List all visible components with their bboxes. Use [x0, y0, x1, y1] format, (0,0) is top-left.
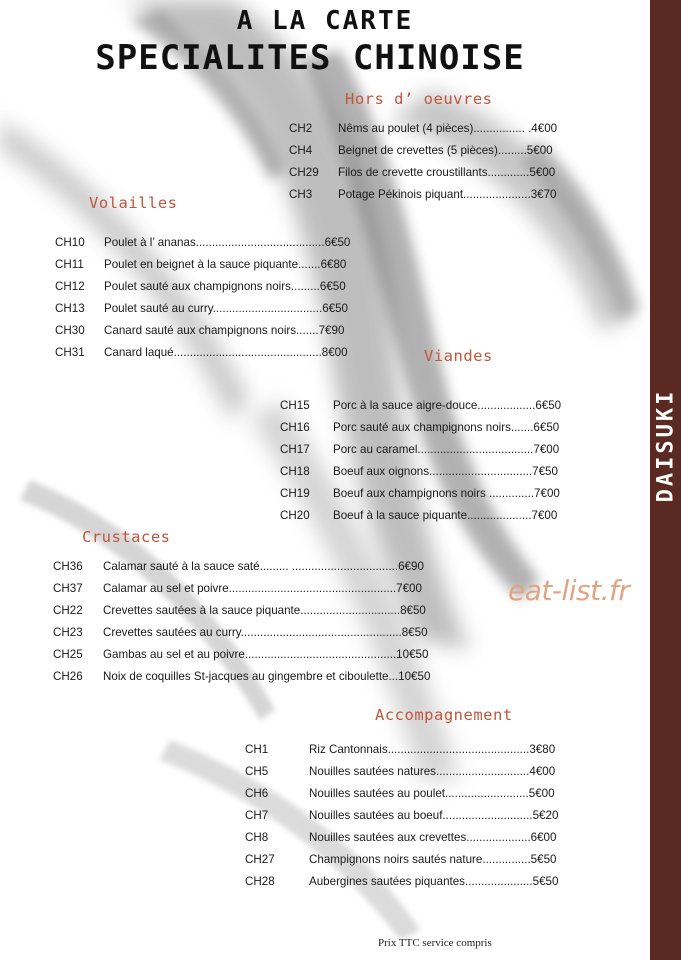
menu-title: SPECIALITES CHINOISE: [95, 38, 525, 78]
brand-label-container: [654, 370, 678, 520]
item-code: CH28: [245, 875, 275, 888]
section-title-crustaces: Crustaces: [82, 528, 171, 546]
item-text: Canard sauté aux champignons noirs.......7€90: [104, 324, 345, 337]
item-code: CH6: [245, 787, 269, 800]
item-code: CH11: [55, 258, 84, 271]
item-code: CH30: [55, 324, 85, 337]
menu-subtitle: A LA CARTE: [236, 6, 414, 36]
item-code: CH10: [55, 236, 85, 249]
item-text: Gambas au sel et au poivre...............................................10€50: [103, 648, 429, 661]
item-code: CH22: [53, 604, 83, 617]
item-text: Boeuf aux oignons................................7€50: [333, 465, 558, 478]
item-text: Nouilles sautées aux crevettes....................6€00: [309, 831, 557, 844]
item-text: Noix de coquilles St-jacques au gingembre et ciboulette...10€50: [103, 670, 431, 683]
section-title-volailles: Volailles: [89, 194, 178, 212]
item-text: Porc au caramel....................................7€00: [333, 443, 560, 456]
item-text: Poulet sauté aux champignons noirs.........6€50: [104, 280, 346, 293]
section-title-viandes: Viandes: [424, 347, 493, 365]
item-text: Porc à la sauce aigre-douce..................6€50: [333, 399, 562, 412]
item-code: CH17: [280, 443, 310, 456]
item-code: CH36: [53, 560, 83, 573]
item-code: CH2: [289, 122, 313, 135]
item-text: Nêms au poulet (4 pièces)................ .4€00: [338, 122, 558, 135]
section-title-accompagnement: Accompagnement: [375, 706, 513, 724]
item-text: Nouilles sautées au boeuf............................5€20: [309, 809, 559, 822]
item-text: Filos de crevette croustillants.............5€00: [338, 166, 556, 179]
watermark: eat-list.fr: [508, 574, 630, 607]
item-text: Calamar sauté à la sauce saté......... .................................6€90: [103, 560, 424, 573]
item-text: Potage Pékinois piquant.....................3€70: [338, 188, 557, 201]
item-code: CH4: [289, 144, 313, 157]
section-title-hors-doeuvres: Hors d’ oeuvres: [345, 90, 493, 108]
item-code: CH5: [245, 765, 269, 778]
item-code: CH18: [280, 465, 310, 478]
brand-label: DAISUKI: [653, 388, 679, 502]
item-code: CH1: [245, 743, 269, 756]
item-text: Nouilles sautées au poulet..........................5€00: [309, 787, 555, 800]
item-text: Boeuf à la sauce piquante....................7€00: [333, 509, 558, 522]
item-text: Aubergines sautées piquantes.....................5€50: [309, 875, 559, 888]
footer-note: Prix TTC service compris: [378, 937, 492, 949]
item-text: Crevettes sautées au curry..................................................8€50: [103, 626, 428, 639]
item-text: Riz Cantonnais............................................3€80: [309, 743, 556, 756]
item-text: Beignet de crevettes (5 pièces).........5€00: [338, 144, 553, 157]
item-text: Champignons noirs sautés nature...............5€50: [309, 853, 557, 866]
item-code: CH23: [53, 626, 83, 639]
item-code: CH27: [245, 853, 275, 866]
item-code: CH15: [280, 399, 310, 412]
item-text: Canard laqué..............................................8€00: [104, 346, 348, 359]
item-code: CH26: [53, 670, 83, 683]
item-code: CH8: [245, 831, 269, 844]
item-text: Nouilles sautées natures.............................4€00: [309, 765, 556, 778]
item-code: CH25: [53, 648, 83, 661]
item-code: CH19: [280, 487, 310, 500]
item-text: Poulet en beignet à la sauce piquante.......6€80: [104, 258, 347, 271]
item-code: CH7: [245, 809, 269, 822]
item-text: Crevettes sautées à la sauce piquante...............................8€50: [103, 604, 426, 617]
item-code: CH31: [55, 346, 85, 359]
item-text: Calamar au sel et poivre....................................................7€00: [103, 582, 422, 595]
item-text: Porc sauté aux champignons noirs.......6€50: [333, 421, 560, 434]
item-text: Boeuf aux champignons noirs ..............7€00: [333, 487, 560, 500]
item-code: CH16: [280, 421, 310, 434]
item-code: CH20: [280, 509, 310, 522]
item-code: CH3: [289, 188, 313, 201]
item-text: Poulet à l’ ananas........................................6€50: [104, 236, 351, 249]
item-text: Poulet sauté au curry..................................6€50: [104, 302, 349, 315]
item-code: CH12: [55, 280, 85, 293]
item-code: CH37: [53, 582, 83, 595]
item-code: CH29: [289, 166, 319, 179]
item-code: CH13: [55, 302, 85, 315]
